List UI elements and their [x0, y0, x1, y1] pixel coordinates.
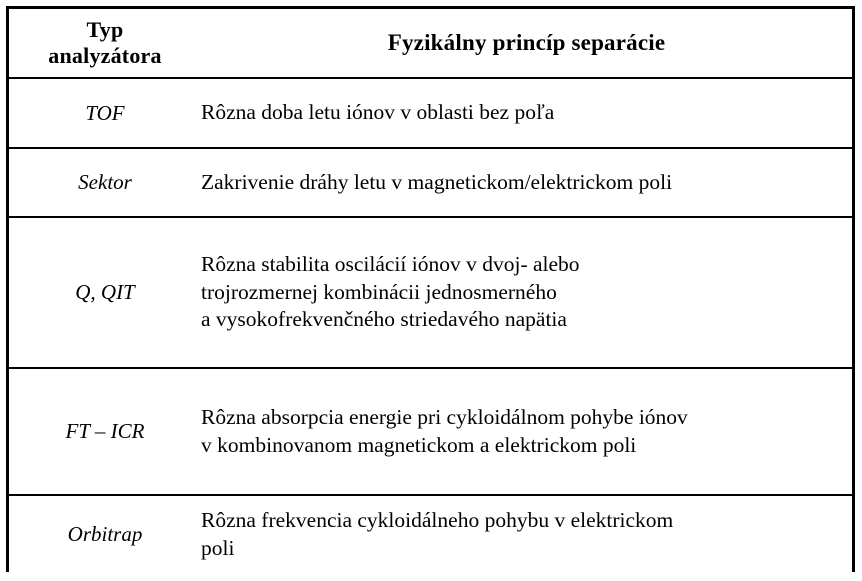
cell-description — [201, 78, 852, 148]
cell-analyzer-type: Sektor — [9, 148, 201, 217]
description-line: trojrozmernej kombinácii jednosmerného — [201, 279, 557, 304]
description-line: Rôzna frekvencia cykloidálneho pohybu v elektrickom — [201, 507, 674, 532]
header-cell-description: Fyzikálny princíp separácie — [201, 9, 852, 78]
header-type-line-1: Typ — [86, 17, 124, 43]
cell-description — [201, 495, 852, 573]
table-header-row — [9, 9, 852, 78]
header-type-line-2: analyzátora — [48, 43, 162, 68]
cell-description — [201, 217, 852, 368]
table-header — [9, 9, 852, 78]
table-row — [9, 148, 852, 217]
cell-description — [201, 148, 852, 217]
analyzer-table-container — [6, 6, 855, 572]
description-line: Zakrivenie dráhy letu v magnetickom/elektrickom poli — [201, 169, 673, 194]
description-line: poli — [201, 535, 235, 560]
table-row — [9, 368, 852, 495]
header-cell-type — [9, 9, 201, 78]
description-line: Rôzna doba letu iónov v oblasti bez poľa — [201, 100, 555, 125]
description-line: Rôzna stabilita oscilácií iónov v dvoj- alebo — [201, 251, 580, 276]
analyzer-table — [9, 9, 852, 573]
cell-analyzer-type: Q, QIT — [9, 217, 201, 368]
description-line: a vysokofrekvenčného striedavého napätia — [201, 307, 567, 332]
description-line: Rôzna absorpcia energie pri cykloidálnom pohybe iónov — [201, 404, 688, 429]
description-line: v kombinovanom magnetickom a elektrickom poli — [201, 432, 637, 457]
cell-analyzer-type: FT – ICR — [9, 368, 201, 495]
cell-description — [201, 368, 852, 495]
table-body — [9, 78, 852, 573]
table-row — [9, 78, 852, 148]
table-row — [9, 495, 852, 573]
table-row — [9, 217, 852, 368]
cell-analyzer-type: Orbitrap — [9, 495, 201, 573]
cell-analyzer-type: TOF — [9, 78, 201, 148]
